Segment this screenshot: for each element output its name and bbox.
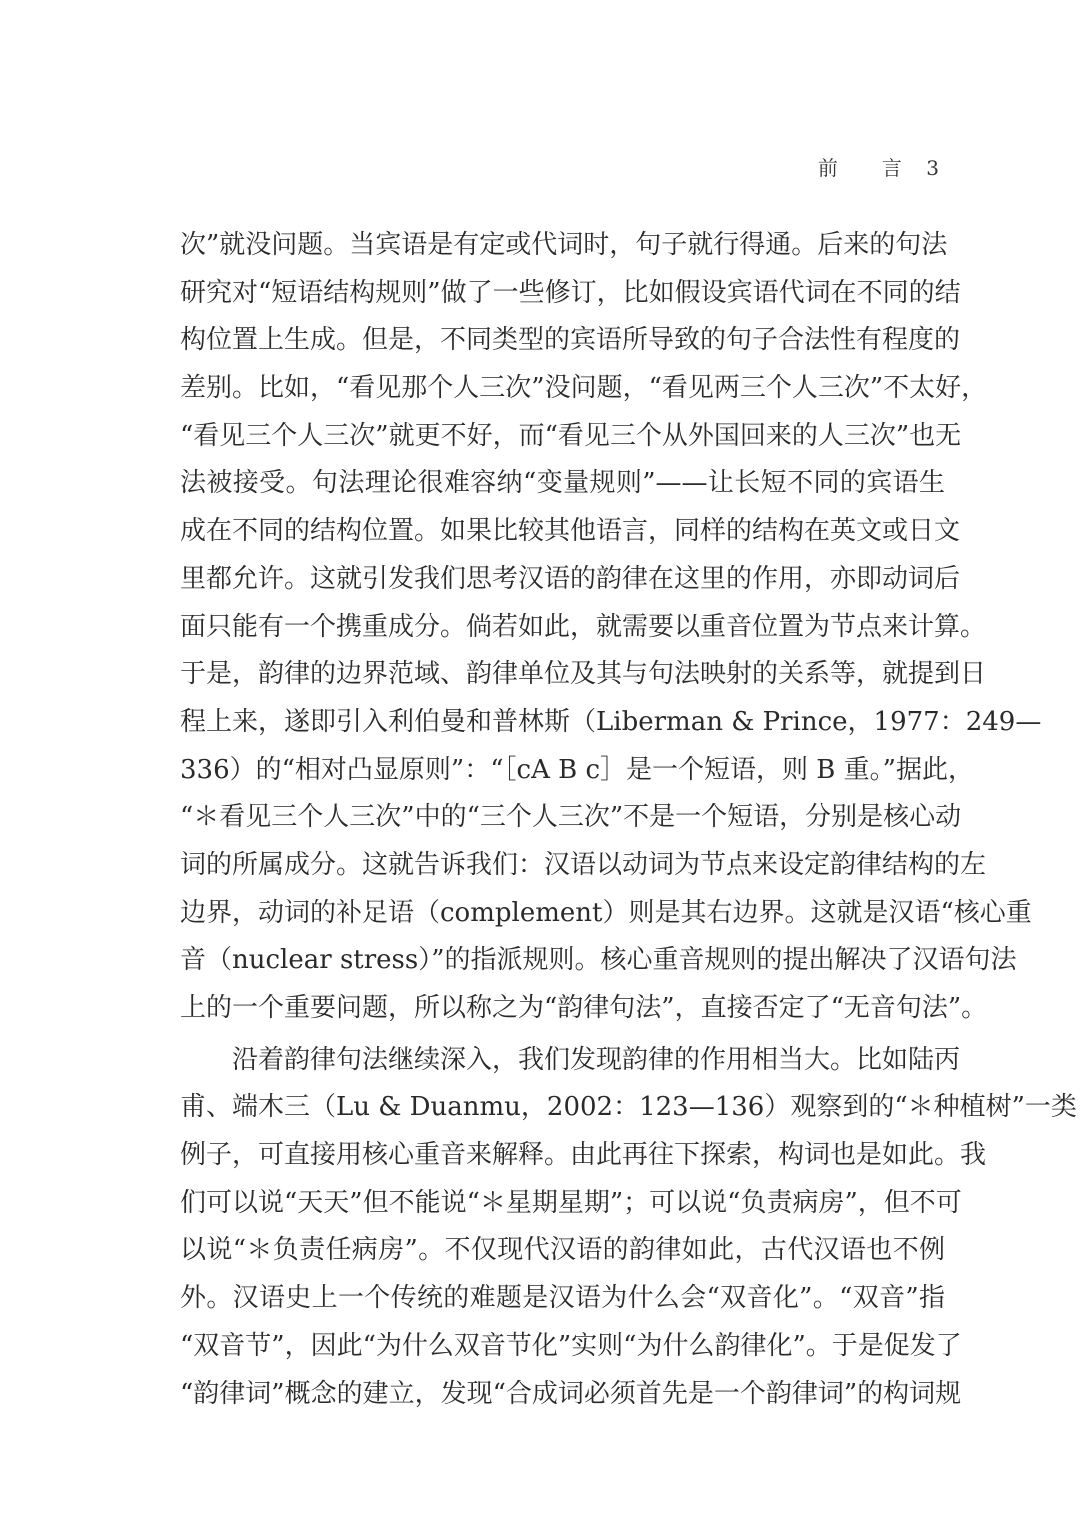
text-line: “双音节”，因此“为什么双音节化”实则“为什么韵律化”。于是促发了 xyxy=(180,1330,962,1361)
text-line: 外。汉语史上一个传统的难题是汉语为什么会“双音化”。“双音”指 xyxy=(180,1283,945,1314)
running-header xyxy=(818,152,945,181)
text-line: 程上来，遂即引入利伯曼和普林斯（Liberman & Prince，1977：249— xyxy=(180,706,1042,737)
paragraph-2 xyxy=(180,1037,1077,1419)
text-line: 法被接受。句法理论很难容纳“变量规则”——让长短不同的宾语生 xyxy=(180,468,945,499)
text-line: 差别。比如，“看见那个人三次”没问题，“看见两三个人三次”不太好， xyxy=(180,373,988,404)
text-line: 研究对“短语结构规则”做了一些修订，比如假设宾语代词在不同的结 xyxy=(180,277,961,308)
text-line: 沿着韵律句法继续深入，我们发现韵律的作用相当大。比如陆丙 xyxy=(232,1044,961,1075)
text-line: 以说“＊负责任病房”。不仅现代汉语的韵律如此，古代汉语也不例 xyxy=(180,1235,945,1266)
page-number: 3 xyxy=(926,156,945,180)
text-line: “看见三个人三次”就更不好，而“看见三个从外国回来的人三次”也无 xyxy=(180,420,962,451)
text-line: 次”就没问题。当宾语是有定或代词时，句子就行得通。后来的句法 xyxy=(180,230,948,260)
text-line: 们可以说“天天”但不能说“＊星期星期”；可以说“负责病房”，但不可 xyxy=(180,1187,962,1218)
text-line: 音（nuclear stress）”的指派规则。核心重音规则的提出解决了汉语句法 xyxy=(180,945,1017,976)
text-line: 例子，可直接用核心重音来解释。由此再往下探索，构词也是如此。我 xyxy=(180,1140,987,1171)
text-line: 词的所属成分。这就告诉我们：汉语以动词为节点来设定韵律结构的左 xyxy=(180,849,987,880)
text-line: 边界，动词的补足语（complement）则是其右边界。这就是汉语“核心重 xyxy=(180,897,1032,928)
text-line: 336）的“相对凸显原则”：“［cA B c］是一个短语，则 B 重。”据此， xyxy=(180,754,974,785)
paragraph-1 xyxy=(180,222,1042,1033)
text-line: 面只能有一个携重成分。倘若如此，就需要以重音位置为节点来计算。 xyxy=(180,611,987,642)
text-line: 里都允许。这就引发我们思考汉语的韵律在这里的作用，亦即动词后 xyxy=(180,563,961,594)
text-line: “＊看见三个人三次”中的“三个人三次”不是一个短语，分别是核心动 xyxy=(180,802,962,833)
text-line: 甫、端木三（Lu & Duanmu，2002：123—136）观察到的“＊种植树”一类 xyxy=(180,1092,1077,1123)
text-line: 上的一个重要问题，所以称之为“韵律句法”，直接否定了“无音句法”。 xyxy=(180,993,988,1023)
section-title: 前 言 xyxy=(817,156,914,180)
body-text xyxy=(180,222,1077,1418)
text-line: 构位置上生成。但是，不同类型的宾语所导致的句子合法性有程度的 xyxy=(180,325,961,356)
text-line: 于是，韵律的边界范域、韵律单位及其与句法映射的关系等，就提到日 xyxy=(180,659,987,690)
text-line: “韵律词”概念的建立，发现“合成词必须首先是一个韵律词”的构词规 xyxy=(180,1378,962,1409)
text-line: 成在不同的结构位置。如果比较其他语言，同样的结构在英文或日文 xyxy=(180,516,961,547)
